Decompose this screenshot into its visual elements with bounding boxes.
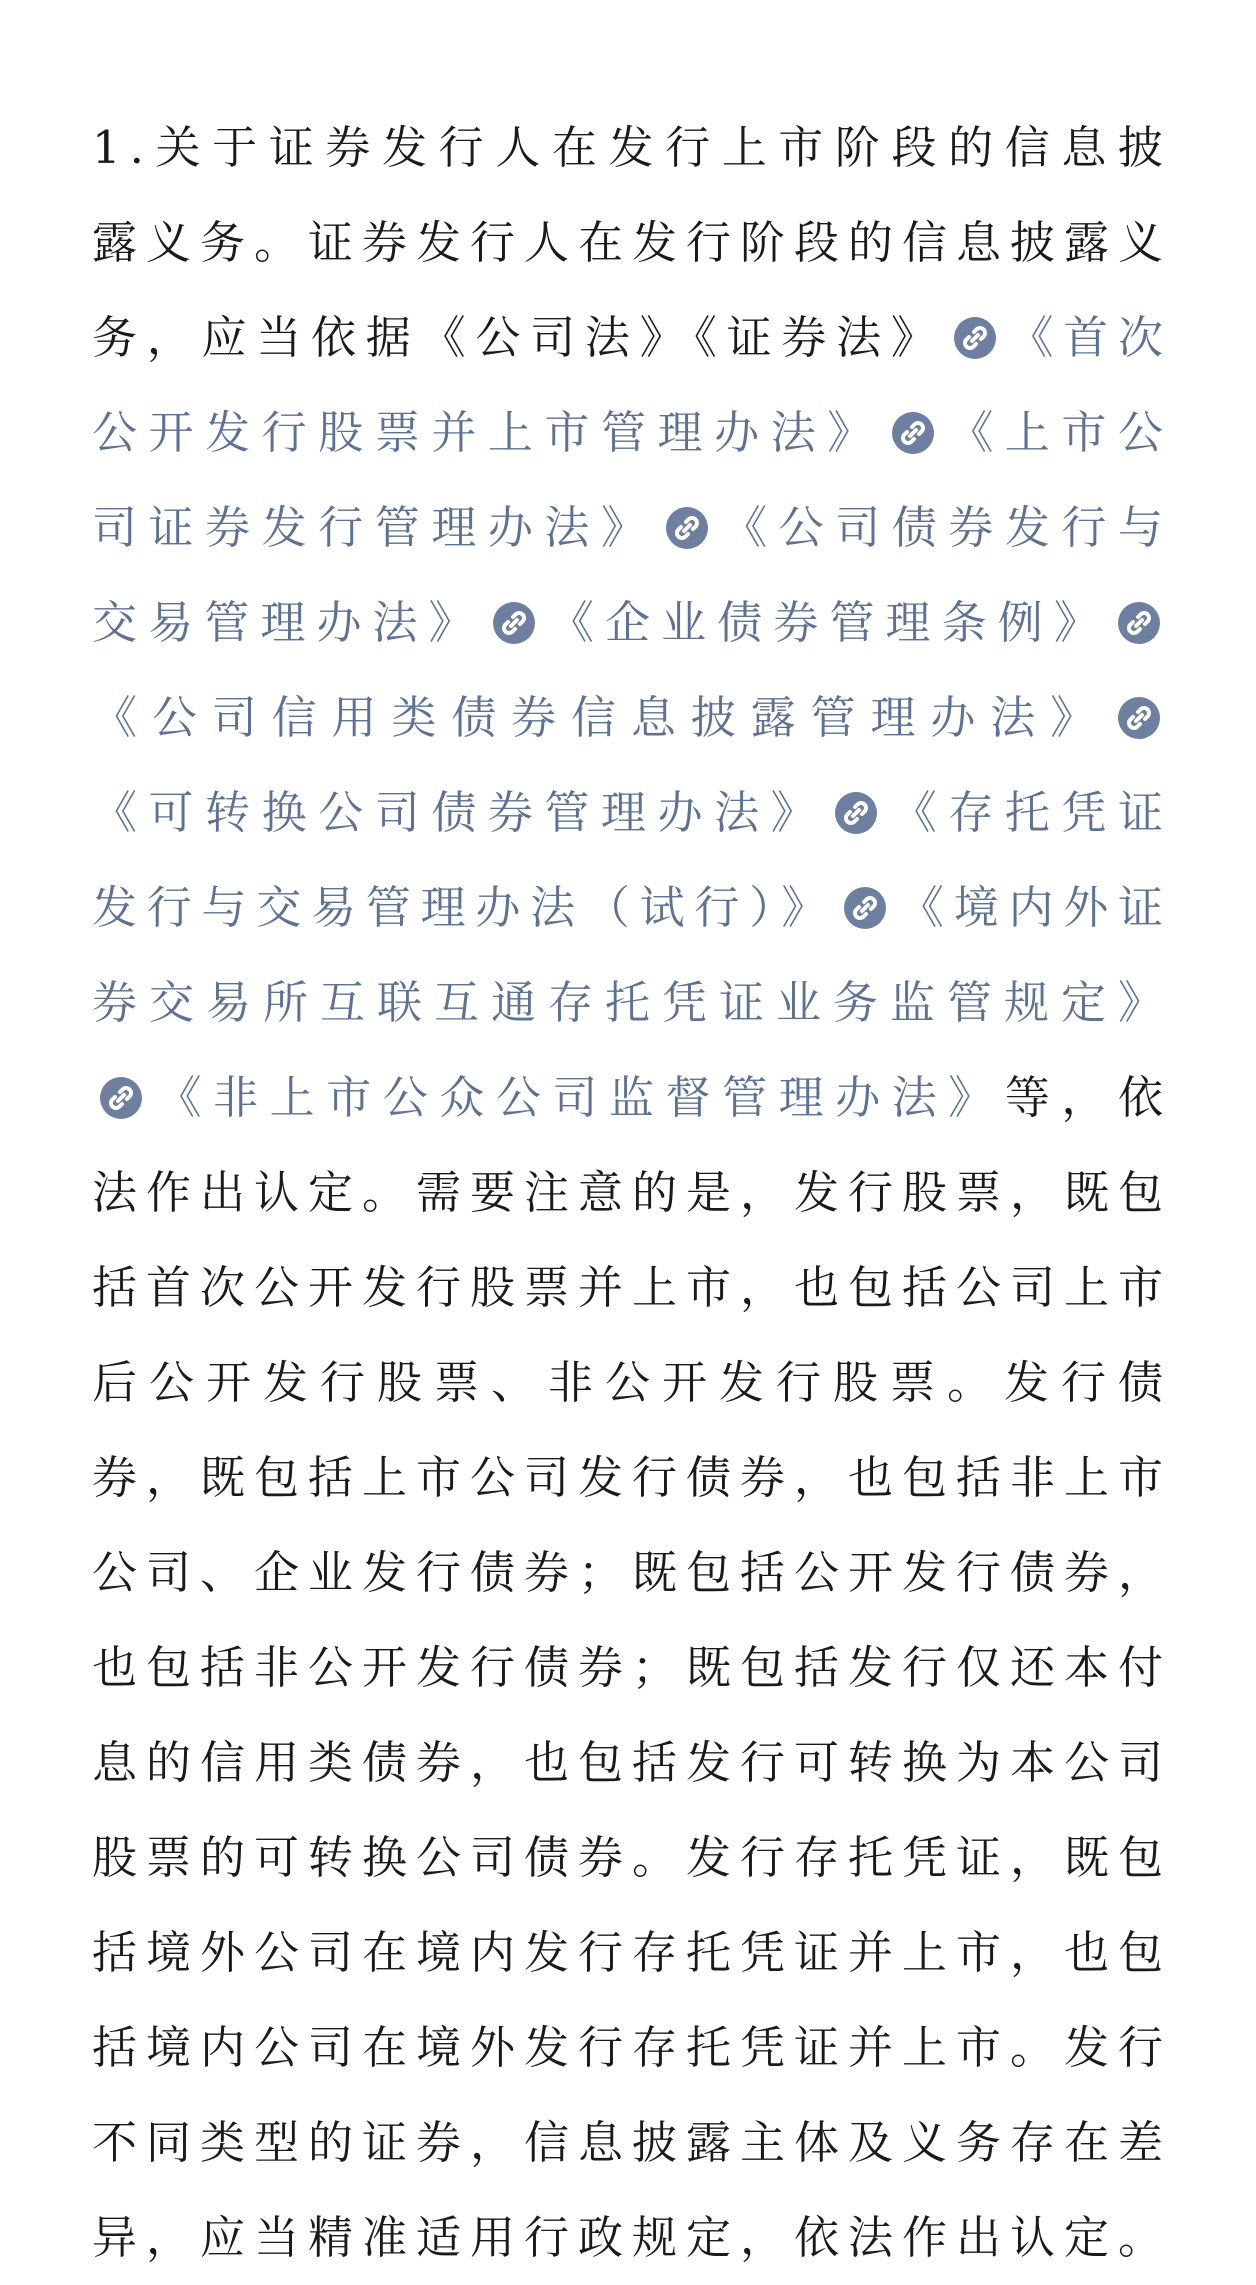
law-link-listed-company-securities[interactable]: 《上市公司证券发行管理办法》: [92, 406, 1172, 554]
law-link-enterprise-bond-regulations[interactable]: 《企业债券管理条例》: [546, 596, 1110, 649]
law-link-ipo-measures[interactable]: 《首次公开发行股票并上市管理办法》: [92, 311, 1172, 459]
link-icon[interactable]: [954, 317, 996, 359]
link-icon[interactable]: [835, 792, 877, 834]
law-link-corporate-bond-trading[interactable]: 《公司债券发行与交易管理办法》: [92, 501, 1172, 649]
law-link-depositary-receipt[interactable]: 《存托凭证发行与交易管理办法（试行）》: [92, 786, 1172, 934]
law-link-stock-connect-depositary[interactable]: 《境内外证券交易所互联互通存托凭证业务监管规定》: [92, 881, 1172, 1029]
law-link-convertible-bond[interactable]: 《可转换公司债券管理办法》: [92, 786, 828, 839]
link-icon[interactable]: [493, 602, 535, 644]
link-icon[interactable]: [100, 1077, 142, 1119]
article-body: 等，依法作出认定。需要注意的是，发行股票，既包括首次公开发行股票并上市，也包括公司上市后公开发行股票、非公开发行股票。发行债券，既包括上市公司发行债券，也包括非上市公司、企业发行债券；既包括公开发行债券，也包括非公开发行债券；既包括发行仅还本付息的信用类债券，也包括发行可转换为本公司股票的可转换公司债券。发行存托凭证，既包括境外公司在境内发行存托凭证并上市，也包括境内公司在境外发行存托凭证并上市。发行不同类型的证券，信息披露主体及义务存在差异，应当精准适用行政规定，依法作出认定。: [92, 1071, 1173, 2264]
link-icon[interactable]: [666, 507, 708, 549]
law-link-credit-bond-disclosure[interactable]: 《公司信用类债券信息披露管理办法》: [92, 691, 1110, 744]
law-link-non-listed-public-company[interactable]: 《非上市公众公司监督管理办法》: [154, 1071, 1005, 1124]
article-paragraph: [92, 100, 1172, 2285]
link-icon[interactable]: [1118, 602, 1160, 644]
link-icon[interactable]: [1118, 697, 1160, 739]
link-icon[interactable]: [844, 887, 886, 929]
article-intro: 1.关于证券发行人在发行上市阶段的信息披露义务。证券发行人在发行阶段的信息披露义务，应当依据《公司法》《证券法》: [92, 121, 1173, 364]
link-icon[interactable]: [892, 412, 934, 454]
